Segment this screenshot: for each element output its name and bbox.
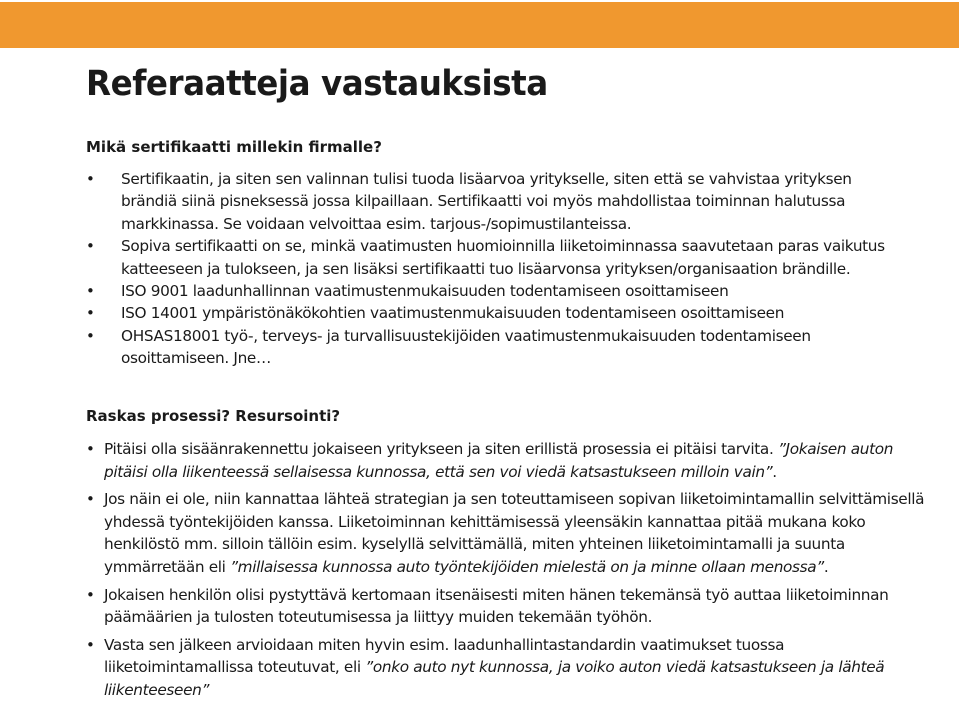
list-item (86, 438, 926, 483)
page-title: Referaatteja vastauksista (86, 64, 548, 104)
list-item (86, 168, 886, 235)
list-item (86, 584, 926, 629)
bullet-icon: • (86, 440, 95, 458)
list-item-text: Pitäisi olla sisäänrakennettu jokaiseen yritykseen ja siten erillistä prosessia ei pitäisi tarvita. (104, 440, 778, 458)
list-item (86, 280, 886, 302)
section1-list (86, 168, 886, 370)
list-item (86, 634, 926, 702)
list-item-text: OHSAS18001 työ-, terveys- ja turvallisuustekijöiden vaatimustenmukaisuuden todentamiseen osoittamiseen. Jne… (121, 326, 811, 368)
section1-heading: Mikä sertifikaatti millekin firmalle? (86, 138, 382, 156)
list-item-quote: ”millaisessa kunnossa auto työntekijöiden mielestä on ja minne ollaan menossa” (230, 557, 824, 576)
bullet-icon: • (86, 282, 95, 301)
list-item (86, 302, 886, 324)
list-item-quote: ”onko auto nyt kunnossa, ja voiko auton viedä katsastukseen ja lähteä liikenteeseen” (104, 658, 885, 699)
bullet-icon: • (86, 635, 95, 654)
list-item-quote: ”Jokaisen auton pitäisi olla liikenteessä sellaisessa kunnossa, että sen voi viedä katsastukseen milloin vain” (104, 440, 894, 481)
list-item-text: Jos näin ei ole, niin kannattaa lähteä strategian ja sen toteuttamiseen sopivan liiketoimintamallin selvittämisellä yhdessä työntekijöiden kanssa. Liiketoiminnan kehittämisessä yleensäkin kannattaa pitää mukana koko henkilöstö mm. silloin tällöin esim. kyselyllä selvittämällä, miten yhteinen liiketoimintamalli ja suunta ymmärretään eli (104, 490, 925, 576)
list-item-text: Sopiva sertifikaatti on se, minkä vaatimusten huomioinnilla liiketoiminnassa saavutetaan paras vaikutus katteeseen ja tulokseen, ja sen lisäksi sertifikaatti tuo lisäarvonsa yrityksen/organisaation brändille. (121, 237, 885, 278)
section2-heading: Raskas prosessi? Resursointi? (86, 407, 341, 425)
list-item-text: Vasta sen jälkeen arvioidaan miten hyvin esim. laadunhallintastandardin vaatimukset tuossa liiketoimintamallissa toteutuvat, eli (104, 635, 785, 677)
bullet-icon: • (86, 237, 95, 256)
list-item-text: Sertifikaatin, ja siten sen valinnan tulisi tuoda lisäarvoa yritykselle, siten että se vahvistaa yrityksen brändiä siinä pisneksessä jossa kilpaillaan. Sertifikaatti voi myös mahdollistaa toiminnan halutussa markkinassa. Se voidaan velvoittaa esim. tarjous-/sopimustilanteissa. (121, 170, 852, 233)
bullet-icon: • (86, 326, 95, 345)
header-accent-bar (0, 2, 959, 48)
bullet-icon: • (86, 304, 95, 323)
list-item-trailer: . (772, 462, 777, 481)
bullet-icon: • (86, 170, 95, 188)
bullet-icon: • (86, 585, 95, 604)
section2-list (86, 438, 926, 707)
list-item-text: ISO 9001 laadunhallinnan vaatimustenmukaisuuden todentamiseen osoittamiseen (121, 282, 729, 301)
bullet-icon: • (86, 490, 95, 509)
list-item (86, 325, 886, 370)
list-item-text: Jokaisen henkilön olisi pystyttävä kertomaan itsenäisesti miten hänen tekemänsä työ auttaa liiketoiminnan päämäärien ja tulosten toteutumisessa ja liittyy muiden tekemään työhön. (104, 585, 889, 627)
list-item-trailer: . (823, 557, 829, 576)
list-item (86, 235, 886, 280)
list-item-text: ISO 14001 ympäristönäkökohtien vaatimustenmukaisuuden todentamiseen osoittamiseen (121, 304, 785, 323)
list-item (86, 488, 926, 578)
